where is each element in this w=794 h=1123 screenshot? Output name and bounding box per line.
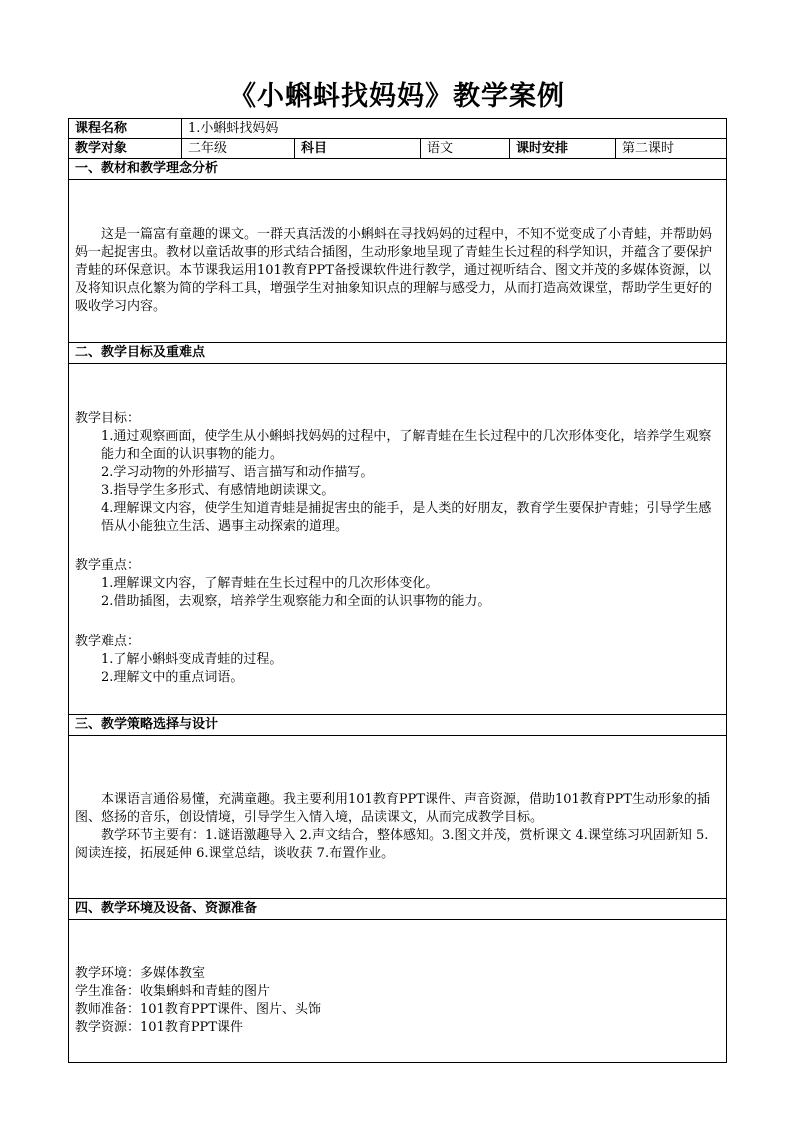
course-label: 课程名称 [69, 119, 182, 139]
section-1-paragraph: 这是一篇富有童趣的课文。一群天真活泼的小蝌蚪在寻找妈妈的过程中，不知不觉变成了小青蛙，并帮助妈妈一起捉害虫。教材以童话故事的形式结合插图，生动形象地呈现了青蛙生长过程的科学知识，并蕴含了要保护青蛙的环保意识。本节课我运用101教育PPT备授课软件进行教学，通过视听结合、图文并茂的多媒体资源，以及将知识点化繁为简的学科工具，增强学生对抽象知识点的理解与感受力，从而打造高效课堂，帮助学生更好的吸收学习内容。 [75, 227, 713, 314]
difficulties-label: 教学难点： [75, 633, 141, 649]
section-3-paragraph: 教学环节主要有：1.谜语激趣导入 2.声文结合，整体感知。3.图文并茂，赏析课文 4.课堂练习巩固新知 5.阅读连接，拓展延伸 6.课堂总结，谈收获 7.布置作业。 [75, 828, 709, 861]
subject-label: 科目 [295, 139, 421, 159]
section-2-body [69, 364, 727, 715]
section-heading-row [69, 343, 727, 364]
key-point-item: 2.借助插图，去观察，培养学生观察能力和全面的认识事物的能力。 [101, 594, 491, 609]
section-4-heading: 四、教学环境及设备、资源准备 [69, 899, 727, 920]
schedule-label: 课时安排 [510, 139, 616, 159]
section-heading-row [69, 899, 727, 920]
difficulty-item: 1.了解小蝌蚪变成青蛙的过程。 [101, 651, 283, 667]
goals-label: 教学目标： [75, 410, 141, 426]
section-3-heading: 三、教学策略选择与设计 [69, 715, 727, 736]
difficulty-item: 2.理解文中的重点词语。 [101, 669, 244, 685]
goal-item: 3.指导学生多形式、有感情地朗读课文。 [101, 482, 335, 498]
lesson-plan-table [68, 118, 727, 1063]
goal-item: 2.学习动物的外形描写、语言描写和动作描写。 [101, 464, 374, 480]
section-4-body [69, 920, 727, 1063]
section-heading-row [69, 715, 727, 736]
teacher-prep-line: 教师准备：101教育PPT课件、图片、头饰 [75, 1002, 321, 1017]
key-point-item: 1.理解课文内容，了解青蛙在生长过程中的几次形体变化。 [101, 576, 439, 591]
schedule-value: 第二课时 [616, 139, 727, 159]
page-title: 《小蝌蚪找妈妈》教学案例 [229, 81, 565, 112]
course-row [69, 119, 727, 139]
section-3-paragraph: 本课语言通俗易懂，充满童趣。我主要利用101教育PPT课件、声音资源，借助101教育PPT生动形象的插图、悠扬的音乐，创设情境，引导学生入情入境，品读课文，从而完成教学目标。 [75, 792, 710, 825]
environment-line: 教学环境：多媒体教室 [75, 966, 206, 981]
goal-item: 4.理解课文内容，使学生知道青蛙是捕捉害虫的能手，是人类的好朋友，教育学生要保护青蛙；引导学生感悟从小能独立生活、遇事主动探索的道理。 [101, 500, 712, 534]
resources-line: 教学资源：101教育PPT课件 [75, 1020, 243, 1035]
key-points-label: 教学重点： [75, 558, 141, 573]
student-prep-line: 学生准备：收集蝌蚪和青蛙的图片 [75, 984, 271, 999]
goal-item: 1.通过观察画面，使学生从小蝌蚪找妈妈的过程中，了解青蛙在生长过程中的几次形体变化，培养学生观察能力和全面的认识事物的能力。 [101, 428, 712, 462]
course-value: 1.小蝌蚪找妈妈 [182, 119, 727, 139]
audience-value: 二年级 [182, 139, 295, 159]
section-1-heading: 一、教材和教学理念分析 [69, 159, 727, 180]
audience-row [69, 139, 727, 159]
section-1-body [69, 180, 727, 343]
section-heading-row [69, 159, 727, 180]
audience-label: 教学对象 [69, 139, 182, 159]
subject-value: 语文 [421, 139, 510, 159]
section-3-body [69, 736, 727, 899]
section-2-heading: 二、教学目标及重难点 [69, 343, 727, 364]
